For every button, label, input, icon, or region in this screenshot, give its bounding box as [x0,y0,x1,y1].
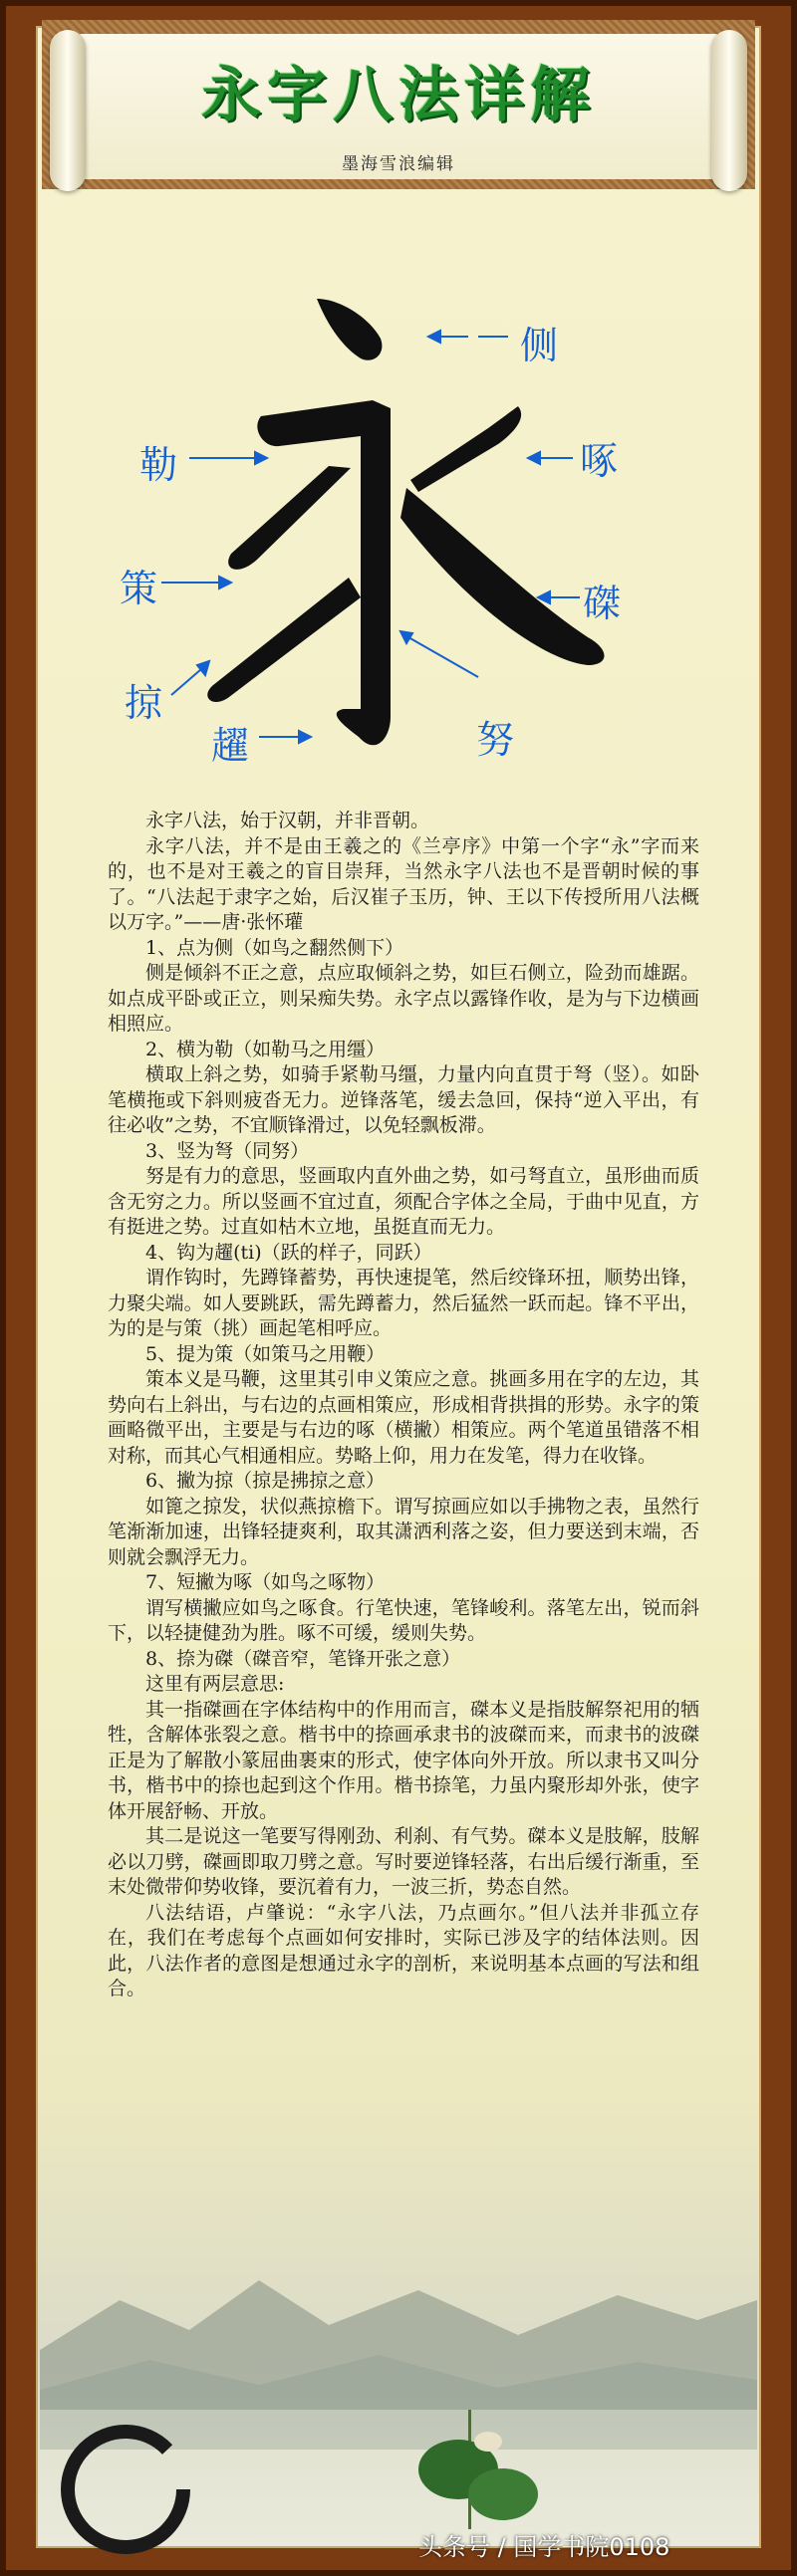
section-heading: 6、撇为掠（掠是拂掠之意） [145,1470,386,1492]
label-ce: 侧 [520,324,559,367]
label-ti: 趯 [211,724,250,768]
label-nu: 努 [476,718,515,762]
paragraph: 其二是说这一笔要写得刚劲、利刹、有气势。磔本义是肢解，肢解必以刀劈，磔画即取刀劈之意。写时要逆锋轻落，右出后缓行渐重，至末处微带仰势收锋，要沉着有力，一波三折，势态自然。 [108,1825,699,1898]
label-ce2: 策 [120,567,158,610]
paragraph: 其一指磔画在字体结构中的作用而言，磔本义是指肢解祭祀用的牺牲，含解体张裂之意。楷书中的捺画承隶书的波磔而来，而隶书的波磔正是为了解散小篆屈曲裹束的形式，使字体向外开放。所以隶书又叫分书，楷书中的捺也起到这个作用。楷书捺笔，力虽内聚形却外张，使字体开展舒畅、开放。 [108,1698,699,1822]
article-body [108,809,699,2002]
paragraph: 横取上斜之势，如骑手紧勒马缰，力量内向直贯于弩（竖）。如卧笔横拖或下斜则疲沓无力。逆锋落笔，缓去急回，保持“逆入平出，有往必收”之势，不宜顺锋滑过，以免轻飘板滞。 [108,1063,699,1136]
page-title: 永字八法详解 [201,61,596,130]
section-heading: 3、竖为弩（同努） [145,1139,310,1162]
label-le: 勒 [139,443,178,487]
paragraph: 谓作钩时，先蹲锋蓄势，再快速提笔，然后绞锋环扭，顺势出锋，力聚尖端。如人要跳跃，需先蹲蓄力，然后猛然一跃而起。锋不平出，为的是与策（挑）画起笔相呼应。 [108,1267,699,1339]
paragraph: 谓写横撇应如鸟之啄食。行笔快速，笔锋峻利。落笔左出，锐而斜下，以轻捷健劲为胜。啄不可缓，缓则失势。 [108,1596,699,1644]
paragraph: 八法结语，卢肇说：“永字八法，乃点画尔。”但八法并非孤立存在，我们在考虑每个点画如何安排时，实际已涉及字的结体法则。因此，八法作者的意图是想通过永字的剖析，来说明基本点画的写法和组合。 [108,1901,699,1999]
label-zhuo: 啄 [580,439,619,483]
section-heading: 8、捺为磔（磔音窄，笔锋开张之意） [145,1647,461,1670]
yong-diagram [0,0,797,797]
section-heading: 2、横为勒（如勒马之用缰） [145,1038,386,1060]
section-heading: 7、短撇为啄（如鸟之啄物） [145,1571,386,1593]
paragraph: 侧是倾斜不正之意，点应取倾斜之势，如巨石侧立，险劲而雄踞。如点成平卧或正立，则呆痴失势。永字点以露锋作收，是为与下边横画相照应。 [108,962,699,1035]
label-lue: 掠 [125,681,163,725]
paragraph: 这里有两层意思: [145,1673,285,1695]
label-zhe: 磔 [583,582,622,625]
page-subtitle: 墨海雪浪编辑 [342,154,455,174]
section-heading: 5、提为策（如策马之用鞭） [145,1342,386,1365]
paragraph: 如篦之掠发，状似燕掠檐下。谓写掠画应如以手拂物之表，虽然行笔渐渐加速，出锋轻捷爽利，取其潇洒利落之姿，但力要送到末端，否则就会飘浮无力。 [108,1495,699,1568]
watermark: 头条号 / 国学书院0108 [418,2533,670,2561]
paragraph: 永字八法，始于汉朝，并非晋朝。 [145,810,430,831]
section-heading: 4、钩为趯(ti)（跃的样子，同跃） [145,1241,432,1264]
paragraph: 策本义是马鞭，这里其引申义策应之意。挑画多用在字的左边，其势向右上斜出，与右边的点画相策应，形成相背拱揖的形势。永字的策画略微平出，主要是与右边的啄（横撇）相策应。两个笔道虽错落不相对称，而其心气相通相应。势略上仰，用力在发笔，得力在收锋。 [108,1368,699,1467]
section-heading: 1、点为侧（如鸟之翻然侧下） [145,936,404,959]
paragraph: 永字八法，并不是由王羲之的《兰亭序》中第一个字“永”字而来的，也不是对王羲之的盲目崇拜，当然永字八法也不是晋朝时候的事了。“八法起于隶字之始，后汉崔子玉历，钟、王以下传授所用八法概以万字。”——唐·张怀瓘 [108,834,699,933]
paragraph: 努是有力的意思，竖画取内直外曲之势，如弓弩直立，虽形曲而质含无穷之力。所以竖画不宜过直，须配合字体之全局，于曲中见直，方有挺进之势。过直如枯木立地，虽挺直而无力。 [108,1165,699,1238]
